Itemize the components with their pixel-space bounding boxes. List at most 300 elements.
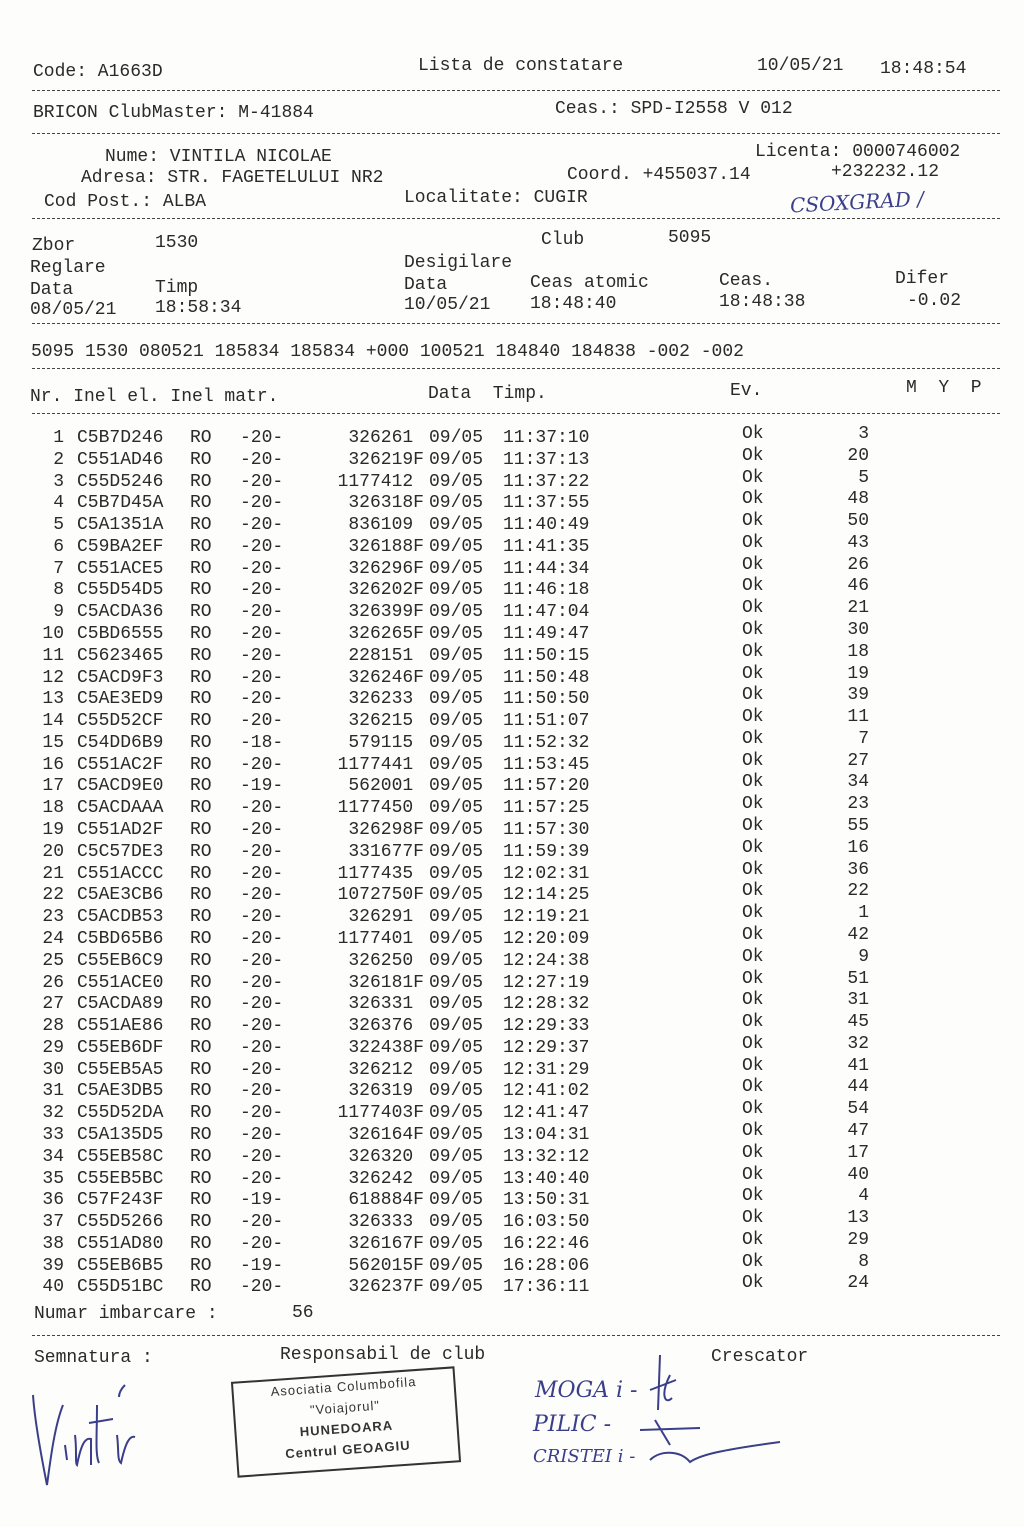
electronic-ring: C551ACCC — [77, 863, 164, 884]
arrival-time: 11:57:30 — [503, 820, 590, 841]
row-number: 38 — [42, 1233, 64, 1254]
ring-year: -20- — [240, 1103, 284, 1124]
event-status: Ok — [742, 750, 764, 771]
ring-number: 326376 — [348, 1016, 424, 1037]
table-row — [0, 511, 1024, 537]
table-row — [0, 620, 1024, 646]
divider — [32, 368, 1000, 369]
ring-number: 1072750F — [337, 885, 424, 906]
ring-year: -20- — [240, 972, 284, 993]
stamp-line: "Voiajorul" — [309, 1397, 381, 1418]
ring-year: -20- — [240, 1233, 284, 1254]
des-date: 10/05/21 — [404, 295, 491, 315]
ring-year: -20- — [240, 580, 284, 601]
event-status: Ok — [742, 1229, 764, 1250]
arrival-time: 13:40:40 — [503, 1168, 590, 1189]
country-code: RO — [190, 1255, 212, 1276]
ring-number: 326319 — [348, 1081, 424, 1102]
event-status: Ok — [742, 641, 764, 662]
country-code: RO — [190, 449, 212, 470]
ring-number: 228151 — [348, 645, 424, 666]
event-status: Ok — [742, 968, 764, 989]
event-status: Ok — [742, 1164, 764, 1185]
signature-image — [25, 1375, 145, 1495]
des-date-label: Data — [404, 275, 448, 295]
row-number: 25 — [42, 950, 64, 971]
m-value: 42 — [847, 924, 869, 945]
electronic-ring: C551AD80 — [77, 1233, 164, 1254]
electronic-ring: C55EB5A5 — [77, 1059, 164, 1080]
ring-year: -20- — [240, 885, 284, 906]
m-value: 39 — [847, 685, 869, 706]
ring-number: 326202F — [348, 580, 424, 601]
event-status: Ok — [742, 1055, 764, 1076]
m-value: 50 — [847, 511, 869, 532]
row-number: 6 — [53, 536, 64, 557]
row-number: 26 — [42, 972, 64, 993]
row-number: 19 — [42, 820, 64, 841]
ceas-label: Ceas. — [719, 271, 774, 291]
country-code: RO — [190, 471, 212, 492]
handwritten-name: MOGA i - — [535, 1378, 638, 1403]
table-row — [0, 598, 1024, 624]
ring-year: -20- — [240, 449, 284, 470]
table-row — [0, 707, 1024, 733]
row-number: 8 — [53, 580, 64, 601]
m-value: 21 — [847, 598, 869, 619]
table-row — [0, 990, 1024, 1016]
arrival-date: 09/05 — [429, 885, 484, 906]
table-row — [0, 1164, 1024, 1191]
arrival-date: 09/05 — [429, 732, 484, 753]
row-number: 34 — [42, 1146, 64, 1167]
reglare-label: Reglare — [30, 258, 106, 278]
arrival-date: 09/05 — [429, 711, 484, 732]
row-number: 27 — [42, 994, 64, 1015]
table-row — [0, 946, 1024, 973]
country-code: RO — [190, 907, 212, 928]
arrival-time: 12:14:25 — [503, 885, 590, 906]
ring-number: 326246F — [348, 667, 424, 688]
table-row — [0, 1099, 1024, 1125]
event-status: Ok — [742, 728, 764, 749]
electronic-ring: C5BD65B6 — [77, 928, 164, 949]
table-row — [0, 728, 1024, 755]
table-row — [0, 772, 1024, 798]
atomic-time: 18:48:40 — [530, 294, 617, 314]
m-value: 19 — [847, 663, 869, 684]
row-number: 13 — [42, 689, 64, 710]
clubmaster-id: BRICON ClubMaster: M-41884 — [33, 103, 314, 123]
electronic-ring: C55EB6B5 — [77, 1255, 164, 1276]
code-line: 5095 1530 080521 185834 185834 +000 100521 184840 184838 -002 -002 — [31, 342, 744, 362]
row-number: 40 — [42, 1277, 64, 1298]
m-value: 29 — [847, 1229, 869, 1250]
table-row — [0, 968, 1024, 995]
ring-number: 326261 — [348, 428, 424, 448]
arrival-date: 09/05 — [429, 1255, 484, 1276]
arrival-date: 09/05 — [429, 1103, 484, 1124]
country-code: RO — [190, 754, 212, 775]
divider — [32, 90, 1000, 91]
country-code: RO — [190, 972, 212, 993]
m-value: 34 — [847, 772, 869, 793]
handwritten-name: CRISTEI i - — [533, 1446, 636, 1467]
table-row — [0, 532, 1024, 559]
electronic-ring: C5ACDA36 — [77, 602, 164, 623]
club-stamp — [231, 1366, 461, 1477]
table-row — [0, 489, 1024, 515]
country-code: RO — [190, 536, 212, 557]
m-value: 51 — [847, 968, 869, 989]
electronic-ring: C55D5246 — [77, 471, 164, 492]
event-status: Ok — [742, 445, 764, 466]
row-number: 5 — [53, 515, 64, 536]
m-value: 45 — [847, 1012, 869, 1033]
arrival-date: 09/05 — [429, 820, 484, 841]
ring-number: 326233 — [348, 689, 424, 710]
stamp-line: Centrul GEOAGIU — [284, 1437, 412, 1462]
electronic-ring: C5AE3DB5 — [77, 1081, 164, 1102]
country-code: RO — [190, 798, 212, 819]
m-value: 16 — [847, 837, 869, 858]
electronic-ring: C55EB58C — [77, 1146, 164, 1167]
event-status: Ok — [742, 1099, 764, 1120]
table-row — [0, 685, 1024, 711]
country-code: RO — [190, 558, 212, 579]
arrival-date: 09/05 — [429, 972, 484, 993]
table-row — [0, 1055, 1024, 1082]
handwritten-location: CSOXGRAD / — [789, 186, 925, 218]
country-code: RO — [190, 1168, 212, 1189]
m-value: 31 — [847, 990, 869, 1011]
table-row — [0, 1251, 1024, 1278]
arrival-time: 12:31:29 — [503, 1059, 590, 1080]
row-number: 39 — [42, 1255, 64, 1276]
arrival-time: 11:50:15 — [503, 645, 590, 666]
row-number: 29 — [42, 1037, 64, 1058]
atomic-label: Ceas atomic — [530, 273, 649, 293]
country-code: RO — [190, 1124, 212, 1145]
arrival-time: 11:50:48 — [503, 667, 590, 688]
country-code: RO — [190, 1016, 212, 1037]
electronic-ring: C551ACE0 — [77, 972, 164, 993]
row-number: 22 — [42, 885, 64, 906]
row-number: 3 — [53, 471, 64, 492]
arrival-time: 11:37:55 — [503, 493, 590, 514]
electronic-ring: C5ACDAAA — [77, 798, 164, 819]
m-value: 44 — [847, 1077, 869, 1098]
electronic-ring: C551AE86 — [77, 1016, 164, 1037]
country-code: RO — [190, 515, 212, 536]
event-status: Ok — [742, 924, 764, 945]
ring-year: -20- — [240, 1081, 284, 1102]
electronic-ring: C5B7D45A — [77, 493, 164, 514]
event-status: Ok — [742, 685, 764, 706]
arrival-time: 11:41:35 — [503, 536, 590, 557]
m-value: 48 — [847, 489, 869, 510]
arrival-date: 09/05 — [429, 624, 484, 645]
ring-number: 562001 — [348, 776, 424, 797]
electronic-ring: C55D54D5 — [77, 580, 164, 601]
row-number: 36 — [42, 1190, 64, 1211]
arrival-time: 12:27:19 — [503, 972, 590, 993]
event-status: Ok — [742, 772, 764, 793]
table-row — [0, 837, 1024, 864]
ring-year: -19- — [240, 776, 284, 797]
country-code: RO — [190, 928, 212, 949]
row-number: 11 — [42, 645, 64, 666]
electronic-ring: C59BA2EF — [77, 536, 164, 557]
event-status: Ok — [742, 794, 764, 815]
ceas-time: 18:48:38 — [719, 292, 806, 312]
event-status: Ok — [742, 511, 764, 532]
electronic-ring: C551AD2F — [77, 820, 164, 841]
arrival-time: 12:24:38 — [503, 950, 590, 971]
boarding-count: 56 — [292, 1303, 314, 1323]
table-row — [0, 903, 1024, 929]
table-row — [0, 1012, 1024, 1038]
arrival-time: 12:28:32 — [503, 994, 590, 1015]
row-number: 21 — [42, 863, 64, 884]
reg-date: 08/05/21 — [30, 300, 117, 320]
ring-year: -20- — [240, 645, 284, 666]
table-row — [0, 576, 1024, 602]
event-status: Ok — [742, 837, 764, 858]
table-header-left: Nr. Inel el. Inel matr. — [30, 387, 279, 407]
breeder-label: Crescator — [711, 1347, 809, 1367]
table-row — [0, 467, 1024, 494]
ring-number: 326219F — [348, 449, 424, 470]
m-value: 55 — [847, 816, 869, 837]
reg-date-label: Data — [30, 280, 74, 300]
ring-year: -20- — [240, 1016, 284, 1037]
table-header-datetime: Data Timp. — [428, 384, 547, 404]
arrival-date: 09/05 — [429, 1146, 484, 1167]
ring-number: 1177441 — [337, 754, 424, 775]
owner-locality: Localitate: CUGIR — [404, 188, 588, 208]
event-status: Ok — [742, 489, 764, 510]
difer-value: -0.02 — [907, 291, 962, 311]
table-row — [0, 816, 1024, 842]
ring-number: 326181F — [348, 972, 424, 993]
electronic-ring: C5AE3ED9 — [77, 689, 164, 710]
ring-number: 326291 — [348, 907, 424, 928]
event-status: Ok — [742, 881, 764, 902]
row-number: 4 — [53, 493, 64, 514]
ring-year: -20- — [240, 689, 284, 710]
electronic-ring: C5AE3CB6 — [77, 885, 164, 906]
country-code: RO — [190, 624, 212, 645]
electronic-ring: C5623465 — [77, 645, 164, 666]
m-value: 9 — [858, 946, 869, 967]
print-date: 10/05/21 — [757, 56, 844, 76]
m-value: 36 — [847, 859, 869, 880]
ring-number: 326296F — [348, 558, 424, 579]
arrival-time: 11:49:47 — [503, 624, 590, 645]
country-code: RO — [190, 602, 212, 623]
table-row — [0, 1273, 1024, 1299]
m-value: 40 — [847, 1164, 869, 1185]
ring-year: -20- — [240, 428, 284, 448]
ring-number: 326318F — [348, 493, 424, 514]
event-status: Ok — [742, 1186, 764, 1207]
table-row — [0, 859, 1024, 886]
arrival-date: 09/05 — [429, 580, 484, 601]
ring-year: -20- — [240, 1146, 284, 1167]
country-code: RO — [190, 1146, 212, 1167]
club-responsible-label: Responsabil de club — [280, 1345, 486, 1365]
event-status: Ok — [742, 424, 764, 444]
ring-number: 326265F — [348, 624, 424, 645]
electronic-ring: C5A135D5 — [77, 1124, 164, 1145]
owner-license: Licenta: 0000746002 — [755, 142, 961, 162]
stamp-line: HUNEDOARA — [299, 1417, 394, 1440]
ring-year: -20- — [240, 841, 284, 862]
ring-number: 1177435 — [337, 863, 424, 884]
row-number: 16 — [42, 754, 64, 775]
row-number: 28 — [42, 1016, 64, 1037]
table-row — [0, 663, 1024, 690]
country-code: RO — [190, 711, 212, 732]
stamp-line: Asociatia Columbofila — [270, 1374, 417, 1400]
event-status: Ok — [742, 1142, 764, 1163]
table-header-ev: Ev. — [730, 381, 763, 401]
country-code: RO — [190, 1190, 212, 1211]
electronic-ring: C55D52CF — [77, 711, 164, 732]
row-number: 7 — [53, 558, 64, 579]
arrival-time: 13:32:12 — [503, 1146, 590, 1167]
ring-number: 326298F — [348, 820, 424, 841]
arrival-time: 11:47:04 — [503, 602, 590, 623]
table-row — [0, 1077, 1024, 1103]
clock-id: Ceas.: SPD-I2558 V 012 — [555, 99, 793, 119]
arrival-time: 11:57:20 — [503, 776, 590, 797]
m-value: 43 — [847, 532, 869, 553]
country-code: RO — [190, 689, 212, 710]
arrival-time: 12:02:31 — [503, 863, 590, 884]
m-value: 4 — [858, 1186, 869, 1207]
electronic-ring: C551AD46 — [77, 449, 164, 470]
arrival-date: 09/05 — [429, 798, 484, 819]
arrival-date: 09/05 — [429, 428, 484, 448]
ring-year: -20- — [240, 667, 284, 688]
arrival-time: 11:52:32 — [503, 732, 590, 753]
ring-year: -20- — [240, 1212, 284, 1233]
owner-postal: Cod Post.: ALBA — [44, 192, 207, 212]
m-value: 30 — [847, 620, 869, 641]
divider — [32, 1335, 1000, 1336]
country-code: RO — [190, 1103, 212, 1124]
table-row — [0, 881, 1024, 907]
arrival-date: 09/05 — [429, 558, 484, 579]
m-value: 11 — [847, 707, 869, 728]
ring-number: 618884F — [348, 1190, 424, 1211]
ring-year: -20- — [240, 754, 284, 775]
owner-coord2: +232232.12 — [831, 162, 940, 182]
arrival-date: 09/05 — [429, 1168, 484, 1189]
arrival-time: 16:03:50 — [503, 1212, 590, 1233]
event-status: Ok — [742, 1251, 764, 1272]
m-value: 13 — [847, 1208, 869, 1229]
electronic-ring: C5ACDB53 — [77, 907, 164, 928]
table-row — [0, 924, 1024, 951]
arrival-date: 09/05 — [429, 1277, 484, 1298]
arrival-date: 09/05 — [429, 645, 484, 666]
row-number: 24 — [42, 928, 64, 949]
country-code: RO — [190, 841, 212, 862]
arrival-time: 11:50:50 — [503, 689, 590, 710]
ring-year: -20- — [240, 1037, 284, 1058]
handwritten-initials — [620, 1350, 800, 1490]
m-value: 26 — [847, 554, 869, 575]
arrival-date: 09/05 — [429, 950, 484, 971]
electronic-ring: C55EB6C9 — [77, 950, 164, 971]
row-number: 23 — [42, 907, 64, 928]
arrival-time: 17:36:11 — [503, 1277, 590, 1298]
ring-year: -20- — [240, 994, 284, 1015]
row-number: 33 — [42, 1124, 64, 1145]
row-number: 15 — [42, 732, 64, 753]
event-status: Ok — [742, 707, 764, 728]
ring-number: 326250 — [348, 950, 424, 971]
arrival-time: 12:29:33 — [503, 1016, 590, 1037]
reg-time-label: Timp — [155, 278, 199, 298]
arrival-time: 13:04:31 — [503, 1124, 590, 1145]
ring-year: -20- — [240, 558, 284, 579]
country-code: RO — [190, 1277, 212, 1298]
m-value: 22 — [847, 881, 869, 902]
difer-label: Difer — [895, 269, 950, 289]
divider — [32, 133, 1000, 134]
table-row — [0, 1142, 1024, 1169]
m-value: 1 — [858, 903, 869, 924]
electronic-ring: C55D51BC — [77, 1277, 164, 1298]
arrival-time: 12:29:37 — [503, 1037, 590, 1058]
country-code: RO — [190, 1212, 212, 1233]
arrival-date: 09/05 — [429, 841, 484, 862]
electronic-ring: C54DD6B9 — [77, 732, 164, 753]
electronic-ring: C55D52DA — [77, 1103, 164, 1124]
ring-year: -20- — [240, 863, 284, 884]
event-status: Ok — [742, 1033, 764, 1054]
arrival-date: 09/05 — [429, 1212, 484, 1233]
arrival-time: 13:50:31 — [503, 1190, 590, 1211]
ring-year: -20- — [240, 907, 284, 928]
event-status: Ok — [742, 1077, 764, 1098]
ring-year: -19- — [240, 1190, 284, 1211]
reg-time: 18:58:34 — [155, 298, 242, 318]
club-label: Club — [541, 230, 585, 250]
arrival-time: 11:57:25 — [503, 798, 590, 819]
event-status: Ok — [742, 467, 764, 488]
electronic-ring: C5BD6555 — [77, 624, 164, 645]
row-number: 30 — [42, 1059, 64, 1080]
ring-year: -20- — [240, 1124, 284, 1145]
ring-number: 1177401 — [337, 928, 424, 949]
arrival-time: 11:46:18 — [503, 580, 590, 601]
row-number: 18 — [42, 798, 64, 819]
country-code: RO — [190, 428, 212, 448]
arrival-date: 09/05 — [429, 449, 484, 470]
table-row — [0, 641, 1024, 668]
ring-number: 326164F — [348, 1124, 424, 1145]
ring-number: 1177450 — [337, 798, 424, 819]
ring-year: -20- — [240, 1059, 284, 1080]
ring-number: 326188F — [348, 536, 424, 557]
ring-year: -20- — [240, 950, 284, 971]
event-status: Ok — [742, 816, 764, 837]
